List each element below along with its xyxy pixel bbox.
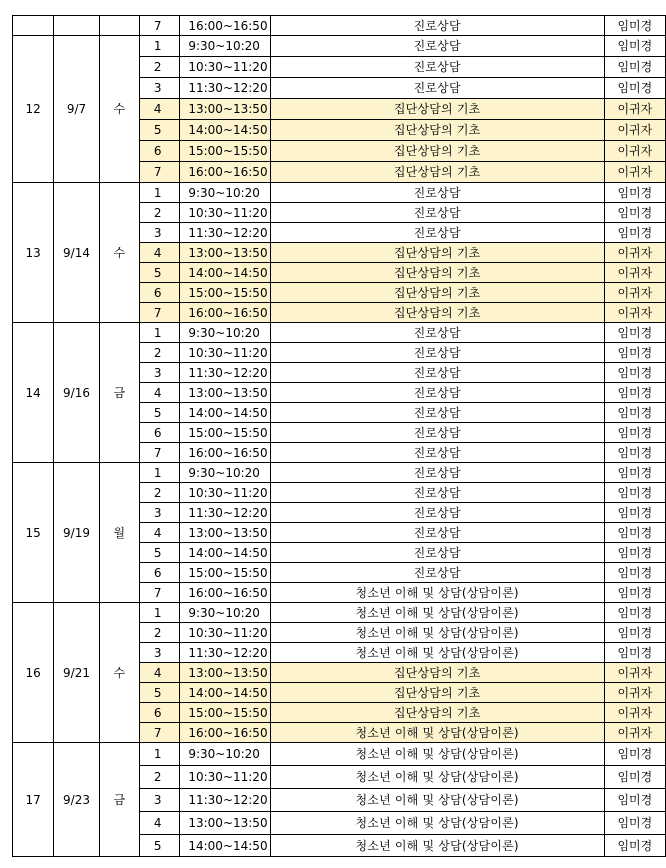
subject-cell: 진로상담: [270, 57, 604, 78]
day-cell: 금: [99, 743, 139, 857]
instructor-cell: 임미경: [604, 443, 665, 463]
time-cell: 9:30~10:20: [180, 183, 270, 203]
instructor-cell: 임미경: [604, 743, 665, 766]
instructor-cell: 임미경: [604, 78, 665, 99]
period-cell: 6: [139, 141, 179, 162]
time-cell: 14:00~14:50: [180, 543, 270, 563]
time-cell: 11:30~12:20: [180, 789, 270, 812]
time-cell: 16:00~16:50: [180, 443, 270, 463]
time-cell: 16:00~16:50: [180, 303, 270, 323]
table-row: [13, 36, 666, 57]
week-cell: 12: [13, 36, 54, 183]
time-cell: 9:30~10:20: [180, 743, 270, 766]
instructor-cell: 임미경: [604, 643, 665, 663]
subject-cell: 집단상담의 기초: [270, 141, 604, 162]
schedule-table: [12, 15, 666, 857]
instructor-cell: 임미경: [604, 183, 665, 203]
period-cell: 4: [139, 812, 179, 835]
subject-cell: 청소년 이해 및 상담(상담이론): [270, 789, 604, 812]
week-cell: 16: [13, 603, 54, 743]
subject-cell: 진로상담: [270, 403, 604, 423]
day-cell: 월: [99, 463, 139, 603]
subject-cell: 진로상담: [270, 523, 604, 543]
time-cell: 11:30~12:20: [180, 363, 270, 383]
time-cell: 14:00~14:50: [180, 835, 270, 857]
instructor-cell: 임미경: [604, 766, 665, 789]
instructor-cell: 임미경: [604, 203, 665, 223]
period-cell: 2: [139, 483, 179, 503]
instructor-cell: 임미경: [604, 16, 665, 36]
time-cell: 11:30~12:20: [180, 223, 270, 243]
subject-cell: 진로상담: [270, 443, 604, 463]
period-cell: 3: [139, 363, 179, 383]
period-cell: 7: [139, 16, 179, 36]
period-cell: 6: [139, 563, 179, 583]
time-cell: 13:00~13:50: [180, 663, 270, 683]
time-cell: 16:00~16:50: [180, 162, 270, 183]
date-cell: [54, 16, 100, 36]
period-cell: 2: [139, 343, 179, 363]
time-cell: 14:00~14:50: [180, 120, 270, 141]
instructor-cell: 이귀자: [604, 162, 665, 183]
instructor-cell: 임미경: [604, 603, 665, 623]
period-cell: 3: [139, 78, 179, 99]
subject-cell: 진로상담: [270, 223, 604, 243]
subject-cell: 진로상담: [270, 543, 604, 563]
subject-cell: 집단상담의 기초: [270, 303, 604, 323]
date-cell: 9/16: [54, 323, 100, 463]
table-row: [13, 463, 666, 483]
subject-cell: 진로상담: [270, 423, 604, 443]
subject-cell: 청소년 이해 및 상담(상담이론): [270, 766, 604, 789]
time-cell: 10:30~11:20: [180, 343, 270, 363]
subject-cell: 진로상담: [270, 203, 604, 223]
time-cell: 10:30~11:20: [180, 623, 270, 643]
subject-cell: 진로상담: [270, 36, 604, 57]
subject-cell: 집단상담의 기초: [270, 263, 604, 283]
period-cell: 1: [139, 183, 179, 203]
date-cell: 9/7: [54, 36, 100, 183]
period-cell: 2: [139, 766, 179, 789]
day-cell: 수: [99, 183, 139, 323]
table-row: [13, 603, 666, 623]
table-row: [13, 183, 666, 203]
instructor-cell: 임미경: [604, 343, 665, 363]
instructor-cell: 임미경: [604, 812, 665, 835]
subject-cell: 청소년 이해 및 상담(상담이론): [270, 743, 604, 766]
time-cell: 10:30~11:20: [180, 57, 270, 78]
period-cell: 5: [139, 835, 179, 857]
period-cell: 4: [139, 243, 179, 263]
time-cell: 13:00~13:50: [180, 243, 270, 263]
instructor-cell: 이귀자: [604, 303, 665, 323]
time-cell: 9:30~10:20: [180, 603, 270, 623]
period-cell: 7: [139, 583, 179, 603]
table-row: [13, 323, 666, 343]
period-cell: 6: [139, 423, 179, 443]
subject-cell: 집단상담의 기초: [270, 703, 604, 723]
subject-cell: 청소년 이해 및 상담(상담이론): [270, 723, 604, 743]
time-cell: 14:00~14:50: [180, 683, 270, 703]
instructor-cell: 이귀자: [604, 683, 665, 703]
period-cell: 5: [139, 403, 179, 423]
day-cell: 수: [99, 603, 139, 743]
period-cell: 6: [139, 703, 179, 723]
subject-cell: 진로상담: [270, 383, 604, 403]
instructor-cell: 임미경: [604, 383, 665, 403]
instructor-cell: 이귀자: [604, 283, 665, 303]
instructor-cell: 임미경: [604, 523, 665, 543]
period-cell: 3: [139, 503, 179, 523]
time-cell: 10:30~11:20: [180, 483, 270, 503]
time-cell: 11:30~12:20: [180, 643, 270, 663]
period-cell: 7: [139, 162, 179, 183]
instructor-cell: 임미경: [604, 789, 665, 812]
subject-cell: 청소년 이해 및 상담(상담이론): [270, 812, 604, 835]
instructor-cell: 임미경: [604, 57, 665, 78]
instructor-cell: 임미경: [604, 563, 665, 583]
subject-cell: 진로상담: [270, 463, 604, 483]
subject-cell: 집단상담의 기초: [270, 283, 604, 303]
instructor-cell: 이귀자: [604, 263, 665, 283]
period-cell: 1: [139, 463, 179, 483]
day-cell: 수: [99, 36, 139, 183]
table-row: [13, 743, 666, 766]
time-cell: 16:00~16:50: [180, 723, 270, 743]
instructor-cell: 임미경: [604, 323, 665, 343]
period-cell: 4: [139, 383, 179, 403]
subject-cell: 집단상담의 기초: [270, 162, 604, 183]
subject-cell: 진로상담: [270, 503, 604, 523]
time-cell: 11:30~12:20: [180, 503, 270, 523]
instructor-cell: 이귀자: [604, 703, 665, 723]
week-cell: 17: [13, 743, 54, 857]
date-cell: 9/23: [54, 743, 100, 857]
subject-cell: 진로상담: [270, 16, 604, 36]
subject-cell: 집단상담의 기초: [270, 683, 604, 703]
time-cell: 13:00~13:50: [180, 383, 270, 403]
week-cell: 13: [13, 183, 54, 323]
instructor-cell: 임미경: [604, 583, 665, 603]
period-cell: 3: [139, 789, 179, 812]
instructor-cell: 이귀자: [604, 723, 665, 743]
instructor-cell: 임미경: [604, 543, 665, 563]
time-cell: 15:00~15:50: [180, 703, 270, 723]
period-cell: 1: [139, 36, 179, 57]
period-cell: 1: [139, 743, 179, 766]
subject-cell: 청소년 이해 및 상담(상담이론): [270, 643, 604, 663]
subject-cell: 진로상담: [270, 363, 604, 383]
period-cell: 2: [139, 57, 179, 78]
time-cell: 13:00~13:50: [180, 523, 270, 543]
table-row: [13, 16, 666, 36]
time-cell: 10:30~11:20: [180, 766, 270, 789]
subject-cell: 집단상담의 기초: [270, 99, 604, 120]
instructor-cell: 이귀자: [604, 243, 665, 263]
instructor-cell: 임미경: [604, 835, 665, 857]
period-cell: 6: [139, 283, 179, 303]
period-cell: 2: [139, 623, 179, 643]
period-cell: 4: [139, 99, 179, 120]
subject-cell: 집단상담의 기초: [270, 120, 604, 141]
schedule-body: [13, 16, 666, 857]
instructor-cell: 임미경: [604, 403, 665, 423]
instructor-cell: 임미경: [604, 363, 665, 383]
subject-cell: 진로상담: [270, 323, 604, 343]
period-cell: 7: [139, 303, 179, 323]
period-cell: 5: [139, 263, 179, 283]
period-cell: 5: [139, 683, 179, 703]
subject-cell: 청소년 이해 및 상담(상담이론): [270, 623, 604, 643]
subject-cell: 진로상담: [270, 183, 604, 203]
time-cell: 15:00~15:50: [180, 141, 270, 162]
period-cell: 3: [139, 223, 179, 243]
time-cell: 9:30~10:20: [180, 323, 270, 343]
day-cell: [99, 16, 139, 36]
period-cell: 3: [139, 643, 179, 663]
time-cell: 13:00~13:50: [180, 812, 270, 835]
time-cell: 11:30~12:20: [180, 78, 270, 99]
subject-cell: 진로상담: [270, 563, 604, 583]
instructor-cell: 임미경: [604, 423, 665, 443]
subject-cell: 진로상담: [270, 78, 604, 99]
subject-cell: 집단상담의 기초: [270, 243, 604, 263]
instructor-cell: 이귀자: [604, 120, 665, 141]
instructor-cell: 이귀자: [604, 663, 665, 683]
subject-cell: 집단상담의 기초: [270, 663, 604, 683]
week-cell: [13, 16, 54, 36]
time-cell: 10:30~11:20: [180, 203, 270, 223]
day-cell: 금: [99, 323, 139, 463]
subject-cell: 청소년 이해 및 상담(상담이론): [270, 583, 604, 603]
instructor-cell: 이귀자: [604, 99, 665, 120]
time-cell: 13:00~13:50: [180, 99, 270, 120]
time-cell: 15:00~15:50: [180, 283, 270, 303]
instructor-cell: 임미경: [604, 463, 665, 483]
instructor-cell: 임미경: [604, 623, 665, 643]
time-cell: 14:00~14:50: [180, 263, 270, 283]
period-cell: 7: [139, 723, 179, 743]
time-cell: 15:00~15:50: [180, 423, 270, 443]
period-cell: 1: [139, 603, 179, 623]
period-cell: 1: [139, 323, 179, 343]
subject-cell: 청소년 이해 및 상담(상담이론): [270, 835, 604, 857]
period-cell: 7: [139, 443, 179, 463]
time-cell: 16:00~16:50: [180, 16, 270, 36]
period-cell: 2: [139, 203, 179, 223]
instructor-cell: 이귀자: [604, 141, 665, 162]
subject-cell: 진로상담: [270, 483, 604, 503]
instructor-cell: 임미경: [604, 503, 665, 523]
period-cell: 4: [139, 523, 179, 543]
period-cell: 4: [139, 663, 179, 683]
period-cell: 5: [139, 120, 179, 141]
date-cell: 9/19: [54, 463, 100, 603]
period-cell: 5: [139, 543, 179, 563]
week-cell: 14: [13, 323, 54, 463]
instructor-cell: 임미경: [604, 36, 665, 57]
time-cell: 16:00~16:50: [180, 583, 270, 603]
time-cell: 15:00~15:50: [180, 563, 270, 583]
subject-cell: 진로상담: [270, 343, 604, 363]
instructor-cell: 임미경: [604, 223, 665, 243]
week-cell: 15: [13, 463, 54, 603]
date-cell: 9/21: [54, 603, 100, 743]
time-cell: 14:00~14:50: [180, 403, 270, 423]
subject-cell: 청소년 이해 및 상담(상담이론): [270, 603, 604, 623]
time-cell: 9:30~10:20: [180, 463, 270, 483]
instructor-cell: 임미경: [604, 483, 665, 503]
time-cell: 9:30~10:20: [180, 36, 270, 57]
date-cell: 9/14: [54, 183, 100, 323]
